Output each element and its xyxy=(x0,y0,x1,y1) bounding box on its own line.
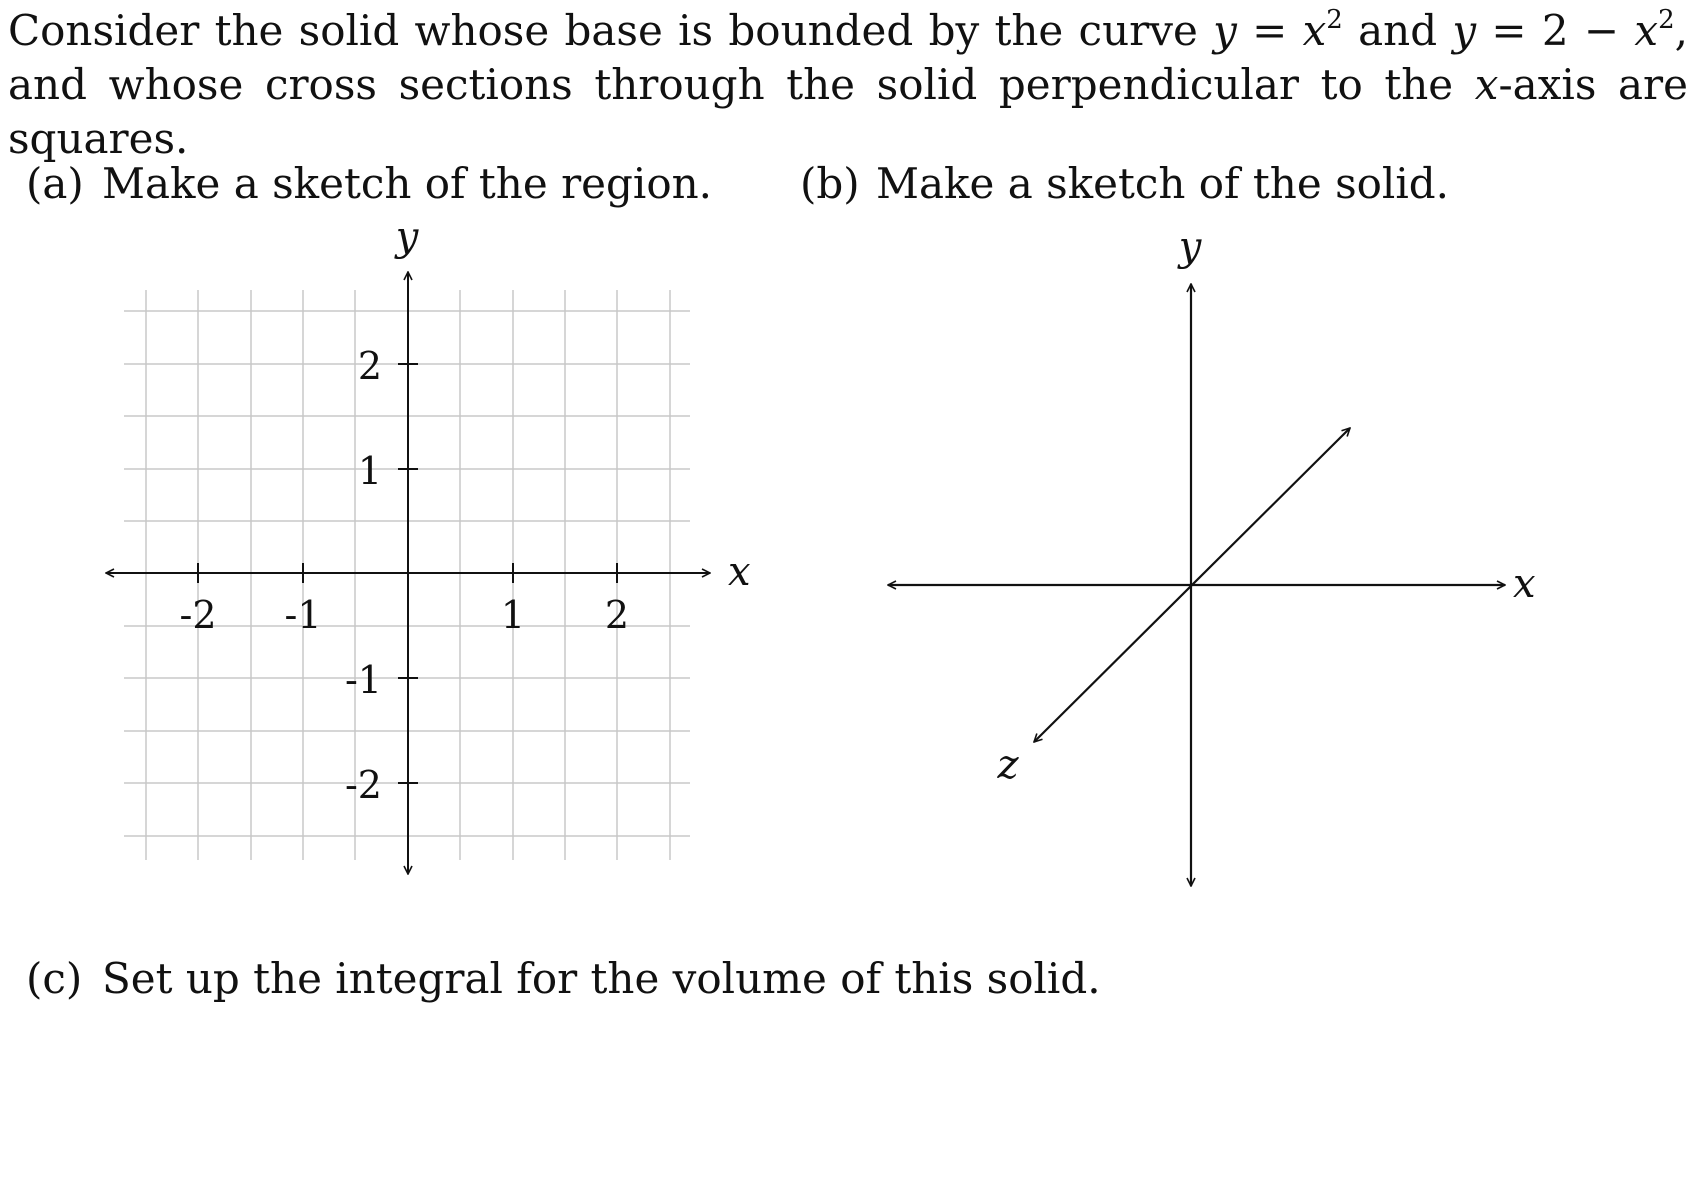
x-axis-label: x xyxy=(728,549,751,595)
z-axis-3d-label: z xyxy=(997,742,1019,788)
line1-var-x2: x xyxy=(1634,6,1659,55)
line1-eq-1: = xyxy=(1236,6,1303,55)
line2-text-1: whose cross sections through the solid perpendicular to the xyxy=(108,60,1475,109)
x-tick-2: 2 xyxy=(604,593,630,637)
line1-text-1: Consider the solid whose base is bounded by the curve xyxy=(8,6,1214,55)
line2-var-x: x xyxy=(1474,60,1499,109)
x-axis-3d-label: x xyxy=(1513,561,1536,607)
line1-var-y1: y xyxy=(1213,6,1237,55)
part-a-text: Make a sketch of the region. xyxy=(102,159,713,208)
line1-exp-1: 2 xyxy=(1326,5,1343,35)
y-axis-label: y xyxy=(395,214,419,260)
line1-exp-2: 2 xyxy=(1658,5,1675,35)
x-tick-1: 1 xyxy=(500,593,526,637)
line1-text-3: , and xyxy=(8,6,1688,109)
y-tick-1: 1 xyxy=(357,449,382,493)
part-a-label: (a) xyxy=(26,159,84,208)
x-tick-neg2: -2 xyxy=(179,593,217,637)
y-tick-2: 2 xyxy=(357,344,382,388)
y-tick-neg2: -2 xyxy=(344,763,382,807)
line1-var-x1: x xyxy=(1302,6,1327,55)
x-tick-neg1: -1 xyxy=(284,593,322,637)
line1-eq-2: = 2 − xyxy=(1476,6,1635,55)
y-tick-neg1: -1 xyxy=(344,658,382,702)
part-b-text: Make a sketch of the solid. xyxy=(876,159,1450,208)
y-axis-3d-label: y xyxy=(1178,224,1202,270)
part-c-text: Set up the integral for the volume of this solid. xyxy=(102,954,1101,1003)
line1-text-2: and xyxy=(1342,6,1453,55)
part-b-label: (b) xyxy=(800,159,860,208)
line2-text-2: -axis are squares. xyxy=(8,60,1688,163)
line1-var-y2: y xyxy=(1452,6,1477,55)
part-c-label: (c) xyxy=(26,954,83,1003)
